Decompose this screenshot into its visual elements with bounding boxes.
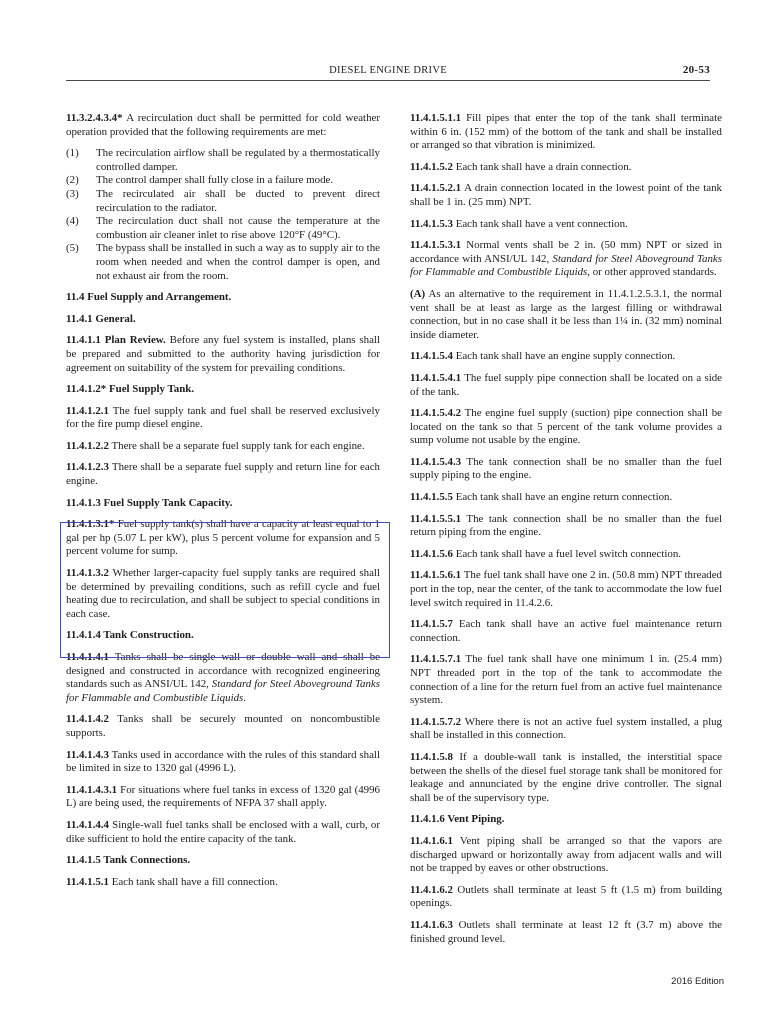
list-item: (4) The recirculation duct shall not cause the temperature at the combustion air cleaner inlet to rise above 120°F (49°C). bbox=[66, 215, 380, 241]
paragraph-11-4-1-5-5: 11.4.1.5.5 Each tank shall have an engine return connection. bbox=[410, 491, 673, 504]
paragraph-11-4-1-5-1: 11.4.1.5.1 Each tank shall have a fill connection. bbox=[66, 875, 278, 888]
paragraph-11-4-1-5-6-1: 11.4.1.5.6.1 The fuel tank shall have one 2 in. (50.8 mm) NPT threaded port in the top, near the center, of the tank to accommodate the low fuel level switch required in 11.4.2.6. bbox=[410, 569, 722, 609]
list-item: (5) The bypass shall be installed in such a way as to supply air to the room when needed and when the control damper is open, and not exhaust air from the room. bbox=[66, 242, 380, 282]
paragraph-11-4-1-5-1-1: 11.4.1.5.1.1 Fill pipes that enter the top of the tank shall terminate within 6 in. (152 mm) of the bottom of the tank and shall be installed or arranged so that vibration is minimized. bbox=[410, 112, 722, 152]
paragraph-11-4-1-2-1: 11.4.1.2.1 The fuel supply tank and fuel shall be reserved exclusively for the fire pump diesel engine. bbox=[66, 404, 380, 431]
edition-footer: 2016 Edition bbox=[671, 976, 724, 987]
paragraph-11-4-1-4-3-1: 11.4.1.4.3.1 For situations where fuel tanks in excess of 1320 gal (4996 L) are being used, the requirements of NFPA 37 shall apply. bbox=[66, 783, 380, 810]
paragraph-11-4-1-2-2: 11.4.1.2.2 There shall be a separate fuel supply tank for each engine. bbox=[66, 439, 365, 452]
paragraph-11-4-1-5-7: 11.4.1.5.7 Each tank shall have an active fuel maintenance return connection. bbox=[410, 618, 722, 644]
paragraph-11-4-1-5-8: 11.4.1.5.8 If a double-wall tank is installed, the interstitial space between the shells of the diesel fuel storage tank shall be monitored for leakage and annunciated by the engine drive controller. The signal shall be of the supervisory type. bbox=[410, 750, 722, 804]
paragraph-11-4-1-5-4: 11.4.1.5.4 Each tank shall have an engine supply connection. bbox=[410, 350, 676, 363]
paragraph-11-4-1-4-4: 11.4.1.4.4 Single-wall fuel tanks shall be enclosed with a wall, curb, or dike sufficient to hold the entire capacity of the tank. bbox=[66, 818, 380, 845]
section-heading-11-4-1-5: 11.4.1.5 Tank Connections. bbox=[66, 854, 191, 867]
section-heading-11-4-1-4: 11.4.1.4 Tank Construction. bbox=[66, 629, 194, 642]
paragraph-11-4-1-5-7-2: 11.4.1.5.7.2 Where there is not an active fuel system installed, a plug shall be installed in this connection. bbox=[410, 715, 722, 742]
paragraph-11-4-1-1: 11.4.1.1 Plan Review. Before any fuel system is installed, plans shall be prepared and submitted to the authority having jurisdiction for agreement on suitability of the system for prevailing conditions. bbox=[66, 334, 380, 374]
page-number: 20-53 bbox=[682, 64, 710, 76]
section-heading-11-4-1: 11.4.1 General. bbox=[66, 312, 136, 325]
paragraph-11-4-1-5-4-1: 11.4.1.5.4.1 The fuel supply pipe connection shall be located on a side of the tank. bbox=[410, 371, 722, 398]
paragraph-11-4-1-2-3: 11.4.1.2.3 There shall be a separate fuel supply and return line for each engine. bbox=[66, 461, 380, 488]
paragraph-11-4-1-5-7-1: 11.4.1.5.7.1 The fuel tank shall have one minimum 1 in. (25.4 mm) NPT threaded port in the top of the tank to accommodate the connection of a line for the return fuel from an active fuel maintenance system. bbox=[410, 653, 722, 707]
paragraph-11-4-1-5-6: 11.4.1.5.6 Each tank shall have a fuel level switch connection. bbox=[410, 547, 681, 560]
paragraph-A: (A) As an alternative to the requirement in 11.4.1.2.5.3.1, the normal vent shall be at least as large as the largest filling or withdrawal connection, but in no case shall it be less than 1¼ in. (32 mm) nominal inside diameter. bbox=[410, 287, 722, 341]
paragraph-11-4-1-4-1: 11.4.1.4.1 Tanks shall be single wall or double wall and shall be designed and constructed in accordance with recognized engineering standards such as ANSI/UL 142, Standard for Steel Aboveground Tanks for Flammable and Combustible Liquids. bbox=[66, 651, 380, 704]
running-title: DIESEL ENGINE DRIVE bbox=[329, 65, 447, 76]
paragraph-11-4-1-6-3: 11.4.1.6.3 Outlets shall terminate at least 12 ft (3.7 m) above the finished ground level. bbox=[410, 918, 722, 945]
paragraph-11-4-1-4-2: 11.4.1.4.2 Tanks shall be securely mounted on noncombustible supports. bbox=[66, 713, 380, 739]
right-column bbox=[410, 112, 722, 954]
paragraph-11-4-1-3-2: 11.4.1.3.2 Whether larger-capacity fuel supply tanks are required shall be determined by prevailing conditions, such as refill cycle and fuel heating due to recirculation, and shall be subject to special conditions in each case. bbox=[66, 567, 380, 620]
paragraph-11-4-1-5-3: 11.4.1.5.3 Each tank shall have a vent connection. bbox=[410, 217, 628, 230]
section-heading-11-4-1-3: 11.4.1.3 Fuel Supply Tank Capacity. bbox=[66, 496, 233, 509]
page-header bbox=[66, 60, 710, 81]
requirements-list bbox=[66, 147, 380, 283]
list-item: (2) The control damper shall fully close in a failure mode. bbox=[66, 174, 334, 187]
paragraph-11-4-1-5-3-1: 11.4.1.5.3.1 Normal vents shall be 2 in. (50 mm) NPT or sized in accordance with ANSI/UL 142, Standard for Steel Aboveground Tanks for Flammable and Combustible Liquids, or other approved standards. bbox=[410, 239, 722, 279]
paragraph-11-4-1-4-3: 11.4.1.4.3 Tanks used in accordance with the rules of this standard shall be limited in size to 1320 gal (4996 L). bbox=[66, 748, 380, 775]
list-item: (1) The recirculation airflow shall be regulated by a thermostatically controlled damper. bbox=[66, 147, 380, 173]
section-heading-11-4-1-6: 11.4.1.6 Vent Piping. bbox=[410, 813, 505, 826]
paragraph-11-4-1-5-4-3: 11.4.1.5.4.3 The tank connection shall be no smaller than the fuel supply piping to the engine. bbox=[410, 455, 722, 482]
paragraph-11-4-1-5-2: 11.4.1.5.2 Each tank shall have a drain connection. bbox=[410, 160, 632, 173]
section-heading-11-4: 11.4 Fuel Supply and Arrangement. bbox=[66, 291, 232, 304]
paragraph-11-3-2-4-3-4: 11.3.2.4.3.4* A recirculation duct shall be permitted for cold weather operation provided that the following requirements are met: bbox=[66, 112, 380, 138]
paragraph-11-4-1-3-1: 11.4.1.3.1* Fuel supply tank(s) shall have a capacity at least equal to 1 gal per hp (5.07 L per kW), plus 5 percent volume for expansion and 5 percent volume for sump. bbox=[66, 518, 380, 558]
section-heading-11-4-1-2: 11.4.1.2* Fuel Supply Tank. bbox=[66, 383, 195, 396]
paragraph-11-4-1-6-2: 11.4.1.6.2 Outlets shall terminate at least 5 ft (1.5 m) from building openings. bbox=[410, 883, 722, 910]
paragraph-11-4-1-5-4-2: 11.4.1.5.4.2 The engine fuel supply (suction) pipe connection shall be located on the tank so that 5 percent of the tank volume provides a sump volume not usable by the engine. bbox=[410, 407, 722, 447]
paragraph-11-4-1-5-2-1: 11.4.1.5.2.1 A drain connection located in the lowest point of the tank shall be 1 in. (25 mm) NPT. bbox=[410, 182, 722, 208]
paragraph-11-4-1-6-1: 11.4.1.6.1 Vent piping shall be arranged so that the vapors are discharged upward or horizontally away from adjacent walls and will not be trapped by eaves or other obstructions. bbox=[410, 834, 722, 875]
paragraph-11-4-1-5-5-1: 11.4.1.5.5.1 The tank connection shall be no smaller than the fuel return piping from the engine. bbox=[410, 512, 722, 539]
list-item: (3) The recirculated air shall be ducted to prevent direct recirculation to the radiator. bbox=[66, 187, 380, 214]
left-column bbox=[66, 112, 380, 897]
